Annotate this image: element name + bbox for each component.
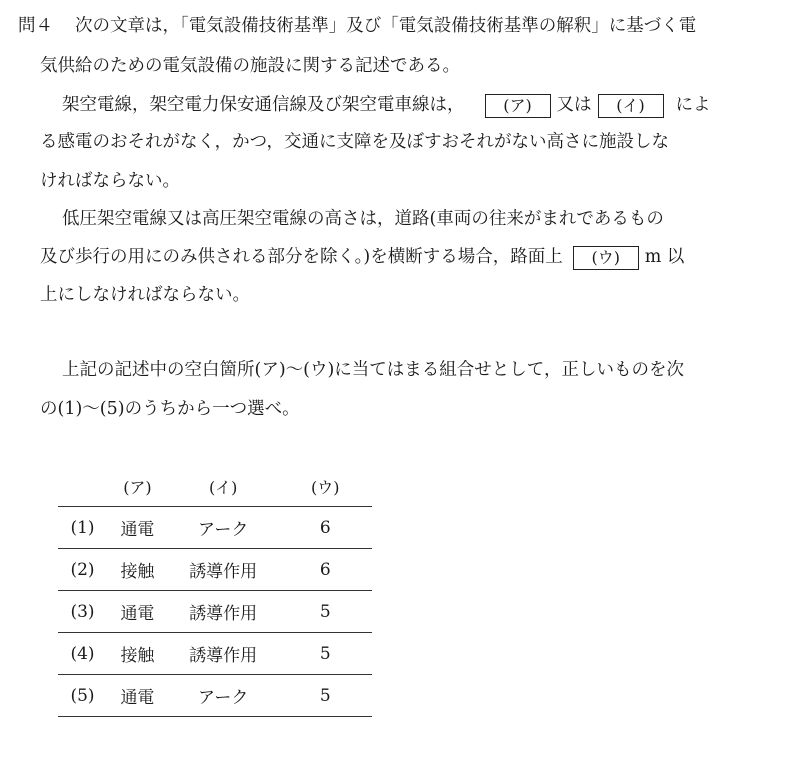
choice-a: 接触 — [107, 549, 168, 591]
table-row — [58, 507, 372, 549]
paragraph-2-line-2 — [40, 245, 684, 270]
choice-number: (3) — [58, 591, 107, 633]
question-lead-line-2: 気供給のための電気設備の施設に関する記述である。 — [40, 56, 460, 76]
table-row — [58, 549, 372, 591]
choice-a: 通電 — [107, 591, 168, 633]
choice-a: 接触 — [107, 633, 168, 675]
header-cell-b: (イ) — [208, 477, 238, 497]
table-header-row — [58, 466, 372, 507]
choice-a: 通電 — [107, 507, 168, 549]
paragraph-1-text-b: 又は — [556, 95, 592, 115]
paragraph-1-line-1 — [62, 93, 711, 118]
answer-choices-table — [58, 466, 372, 717]
blank-a-box: (ア) — [485, 94, 551, 118]
choice-b: アーク — [168, 507, 279, 549]
blank-c-box: (ウ) — [573, 246, 639, 270]
choice-number: (1) — [58, 507, 107, 549]
choice-c: 6 — [279, 507, 372, 549]
instruction-line-2: の(1)～(5)のうちから一つ選べ。 — [40, 399, 300, 419]
choice-number: (5) — [58, 675, 107, 717]
question-heading — [18, 14, 696, 38]
paragraph-2-line-1: 低圧架空電線又は高圧架空電線の高さは，道路(車両の往来がまれであるもの — [62, 209, 664, 229]
choice-a: 通電 — [107, 675, 168, 717]
choice-c: 6 — [279, 549, 372, 591]
choice-b: 誘導作用 — [168, 591, 279, 633]
question-number: 問４ — [18, 16, 53, 36]
paragraph-2-line-3: 上にしなければならない。 — [40, 285, 250, 305]
choice-c: 5 — [279, 675, 372, 717]
header-cell-number — [58, 466, 107, 507]
choice-c: 5 — [279, 633, 372, 675]
paragraph-1-text-a: 架空電線，架空電力保安通信線及び架空電車線は， — [62, 95, 465, 115]
paragraph-1-line-2: る感電のおそれがなく，かつ，交通に支障を及ぼすおそれがない高さに施設しな — [40, 132, 669, 152]
table-row — [58, 633, 372, 675]
choice-b: 誘導作用 — [168, 633, 279, 675]
paragraph-2-text-a: 及び歩行の用にのみ供される部分を除く。)を横断する場合，路面上 — [40, 247, 563, 267]
header-cell-a: (ア) — [123, 477, 152, 497]
choice-number: (2) — [58, 549, 107, 591]
paragraph-2-text-b: m 以 — [644, 247, 685, 267]
question-lead-line-1: 次の文章は，「電気設備技術基準」及び「電気設備技術基準の解釈」に基づく電 — [75, 16, 697, 36]
instruction-line-1: 上記の記述中の空白箇所(ア)～(ウ)に当てはまる組合せとして，正しいものを次 — [62, 360, 684, 380]
table-row — [58, 675, 372, 717]
choice-b: 誘導作用 — [168, 549, 279, 591]
choice-c: 5 — [279, 591, 372, 633]
paragraph-1-line-3: ければならない。 — [40, 171, 180, 191]
table-row — [58, 591, 372, 633]
header-cell-c: (ウ) — [311, 477, 340, 497]
choice-b: アーク — [168, 675, 279, 717]
blank-b-box: (イ) — [598, 94, 664, 118]
paragraph-1-text-c: によ — [675, 95, 711, 115]
choice-number: (4) — [58, 633, 107, 675]
